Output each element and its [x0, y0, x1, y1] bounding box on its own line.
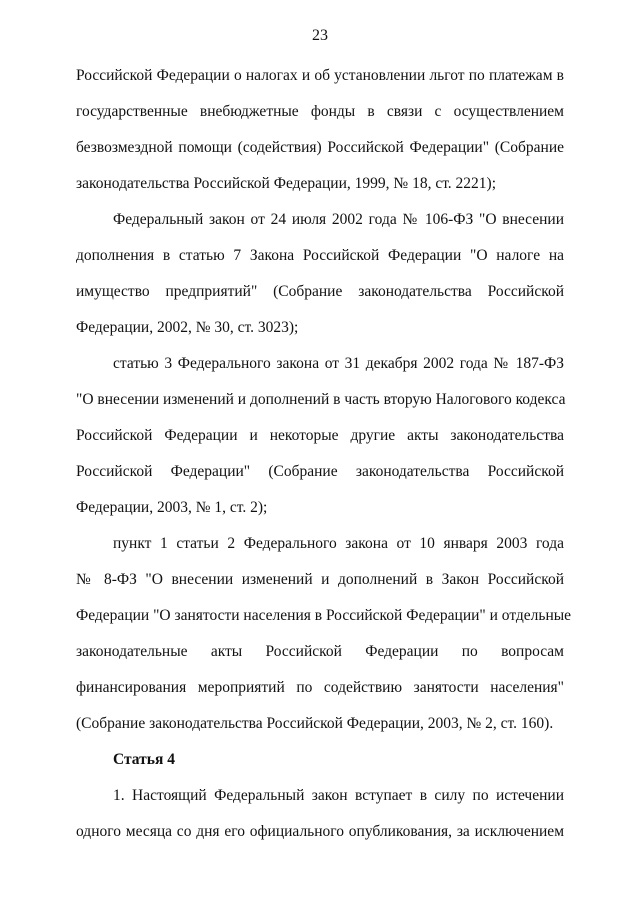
text-line: Федерации, 2002, № 30, ст. 3023);	[76, 319, 299, 336]
text-line: безвозмездной помощи (содействия) Российской Федерации" (Собрание	[76, 139, 564, 156]
text-line: Федерации, 2003, № 1, ст. 2);	[76, 499, 268, 516]
text-line: Российской Федерации" (Собрание законодательства Российской	[76, 463, 564, 480]
document-body	[76, 58, 572, 850]
text-line: одного месяца со дня его официального опубликования, за исключением	[76, 823, 564, 840]
text-line: законодательные акты Российской Федерации по вопросам	[76, 643, 564, 660]
article-heading: Статья 4	[113, 751, 175, 768]
text-line: пункт 1 статьи 2 Федерального закона от 10 января 2003 года	[113, 535, 564, 552]
text-line: дополнения в статью 7 Закона Российской Федерации "О налоге на	[76, 247, 564, 264]
text-line: "О внесении изменений и дополнений в часть вторую Налогового кодекса	[76, 391, 566, 408]
text-line: статью 3 Федерального закона от 31 декабря 2002 года № 187-ФЗ	[113, 355, 564, 372]
text-line: Российской Федерации о налогах и об установлении льгот по платежам в	[76, 67, 564, 84]
page-number: 23	[312, 27, 328, 44]
text-line: Российской Федерации и некоторые другие акты законодательства	[76, 427, 564, 444]
paragraph-4	[76, 526, 572, 742]
text-line: (Собрание законодательства Российской Федерации, 2003, № 2, ст. 160).	[76, 715, 554, 732]
text-line: Федеральный закон от 24 июля 2002 года № 106-ФЗ "О внесении	[113, 211, 564, 228]
text-line: финансирования мероприятий по содействию занятости населения"	[76, 679, 564, 696]
text-line: Федерации "О занятости населения в Российской Федерации" и отдельные	[76, 607, 572, 624]
paragraph-1	[76, 58, 564, 202]
text-line: имущество предприятий" (Собрание законодательства Российской	[76, 283, 564, 300]
text-line: № 8-ФЗ "О внесении изменений и дополнений в Закон Российской	[76, 571, 564, 588]
text-line: законодательства Российской Федерации, 1999, № 18, ст. 2221);	[76, 175, 497, 192]
paragraph-2	[76, 202, 564, 346]
text-line: государственные внебюджетные фонды в связи с осуществлением	[76, 103, 564, 120]
paragraph-3	[76, 346, 564, 526]
paragraph-5	[76, 778, 564, 850]
text-line: 1. Настоящий Федеральный закон вступает в силу по истечении	[113, 787, 564, 804]
